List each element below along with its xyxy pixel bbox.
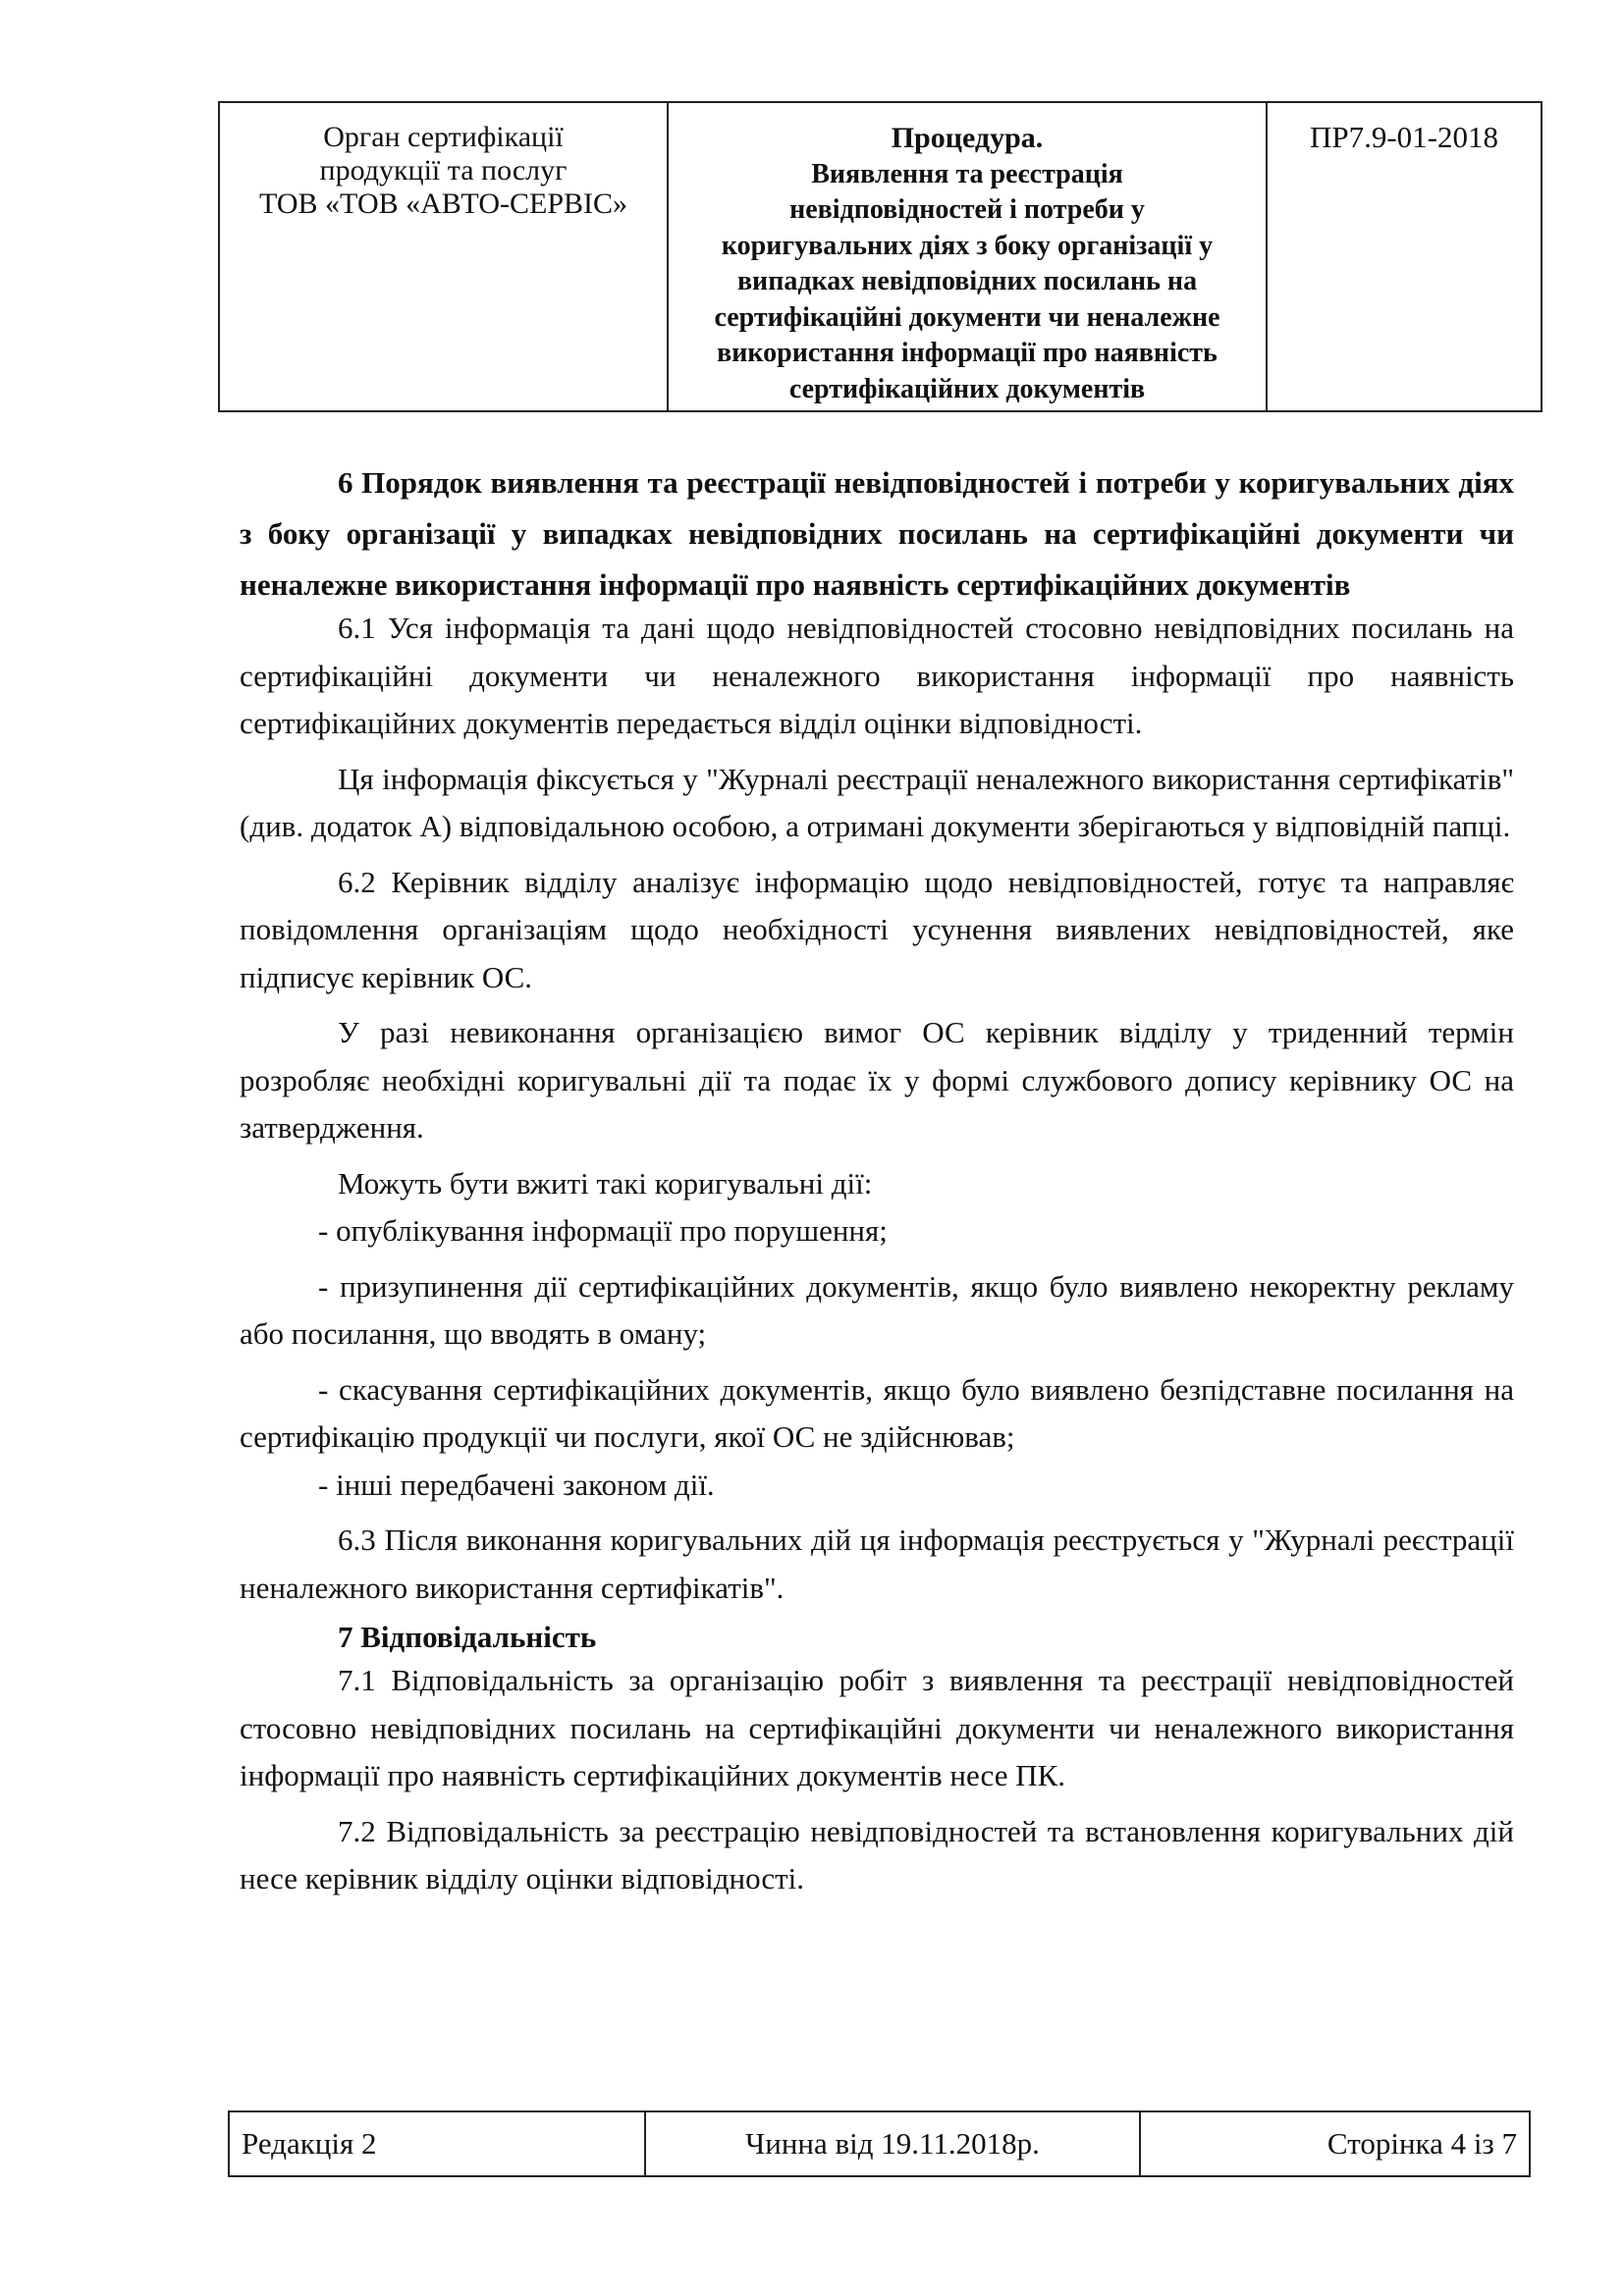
document-code: ПР7.9-01-2018 [1309, 120, 1499, 154]
paragraph-6-2-continued: У разі невиконання організацією вимог ОС керівник відділу у триденний термін розробляє необхідні коригувальні дії та подає їх у формі службового допису керівнику ОС на затвердження. [240, 1015, 1514, 1145]
org-line: ТОВ «ТОВ «АВТО-СЕРВІС» [258, 187, 628, 220]
section-7-heading: 7 Відповідальність [338, 1620, 597, 1654]
document-code-cell [1267, 102, 1542, 411]
procedure-title-line: сертифікаційні документи чи неналежне [714, 301, 1220, 333]
procedure-title-line: використання інформації про наявність [717, 338, 1218, 368]
procedure-title-cell [668, 102, 1267, 411]
paragraph-6-1: 6.1 Уся інформація та дані щодо невідповідностей стосовно невідповідних посилань на сертифікаційні документи чи неналежного використання інформації про наявність сертифікаційних документів передається відділ оцінки відповідності. [240, 611, 1514, 740]
paragraph-6-1-continued: Ця інформація фіксується у "Журналі реєстрації неналежного використання сертифікатів" (див. додаток А) відповідальною особою, а отримані документи зберігаються у відповідній папці. [240, 761, 1514, 843]
list-item: - скасування сертифікаційних документів, якщо було виявлено безпідставне посилання на сертифікацію продукції чи послуги, якої ОС не здійснював; [240, 1371, 1514, 1454]
document-header [218, 101, 1543, 412]
org-line: продукції та послуг [319, 154, 568, 187]
org-line: Орган сертифікації [323, 121, 564, 153]
organization-cell [219, 102, 668, 411]
page-number-cell: Сторінка 4 із 7 [1140, 2111, 1530, 2176]
procedure-title-line: випадках невідповідних посилань на [736, 266, 1198, 296]
paragraph-7-1: 7.1 Відповідальність за організацію робіт з виявлення та реєстрації невідповідностей стосовно невідповідних посилань на сертифікаційні документи чи неналежного використання інформації про наявність сертифікаційних документів несе ПК. [240, 1663, 1514, 1792]
corrective-actions-intro: Можуть бути вжиті такі коригувальні дії: [338, 1165, 873, 1201]
paragraph-6-2: 6.2 Керівник відділу аналізує інформацію щодо невідповідностей, готує та направляє повідомлення організаціям щодо необхідності усунення виявлених невідповідностей, яке підписує керівник ОС. [240, 864, 1514, 994]
procedure-label: Процедура. [891, 122, 1044, 154]
document-footer [228, 2110, 1531, 2177]
valid-from-cell: Чинна від 19.11.2018р. [645, 2111, 1140, 2176]
document-body [240, 457, 1514, 1903]
paragraph-7-2: 7.2 Відповідальність за реєстрацію невідповідностей та встановлення коригувальних дій несе керівник відділу оцінки відповідності. [240, 1813, 1514, 1896]
edition-cell: Редакція 2 [229, 2111, 645, 2176]
list-item: - опублікування інформації про порушення; [318, 1213, 888, 1248]
procedure-title-line: невідповідностей і потреби у [789, 194, 1145, 225]
list-item: - інші передбачені законом дії. [318, 1467, 715, 1502]
list-item: - призупинення дії сертифікаційних документів, якщо було виявлено некоректну рекламу або посилання, що вводять в оману; [240, 1268, 1514, 1351]
procedure-title-line: коригувальних діях з боку організації у [721, 230, 1214, 261]
paragraph-6-3: 6.3 Після виконання коригувальних дій ця інформація реєструється у "Журналі реєстрації неналежного використання сертифікатів". [240, 1522, 1514, 1605]
procedure-title-line: сертифікаційних документів [788, 373, 1146, 404]
procedure-title-line: Виявлення та реєстрація [811, 158, 1123, 189]
section-6-heading: 6 Порядок виявлення та реєстрації невідповідностей і потреби у коригувальних діях з боку організації у випадках невідповідних посилань на сертифікаційні документи чи неналежне використання інформації про наявність сертифікаційних документів [240, 465, 1514, 602]
